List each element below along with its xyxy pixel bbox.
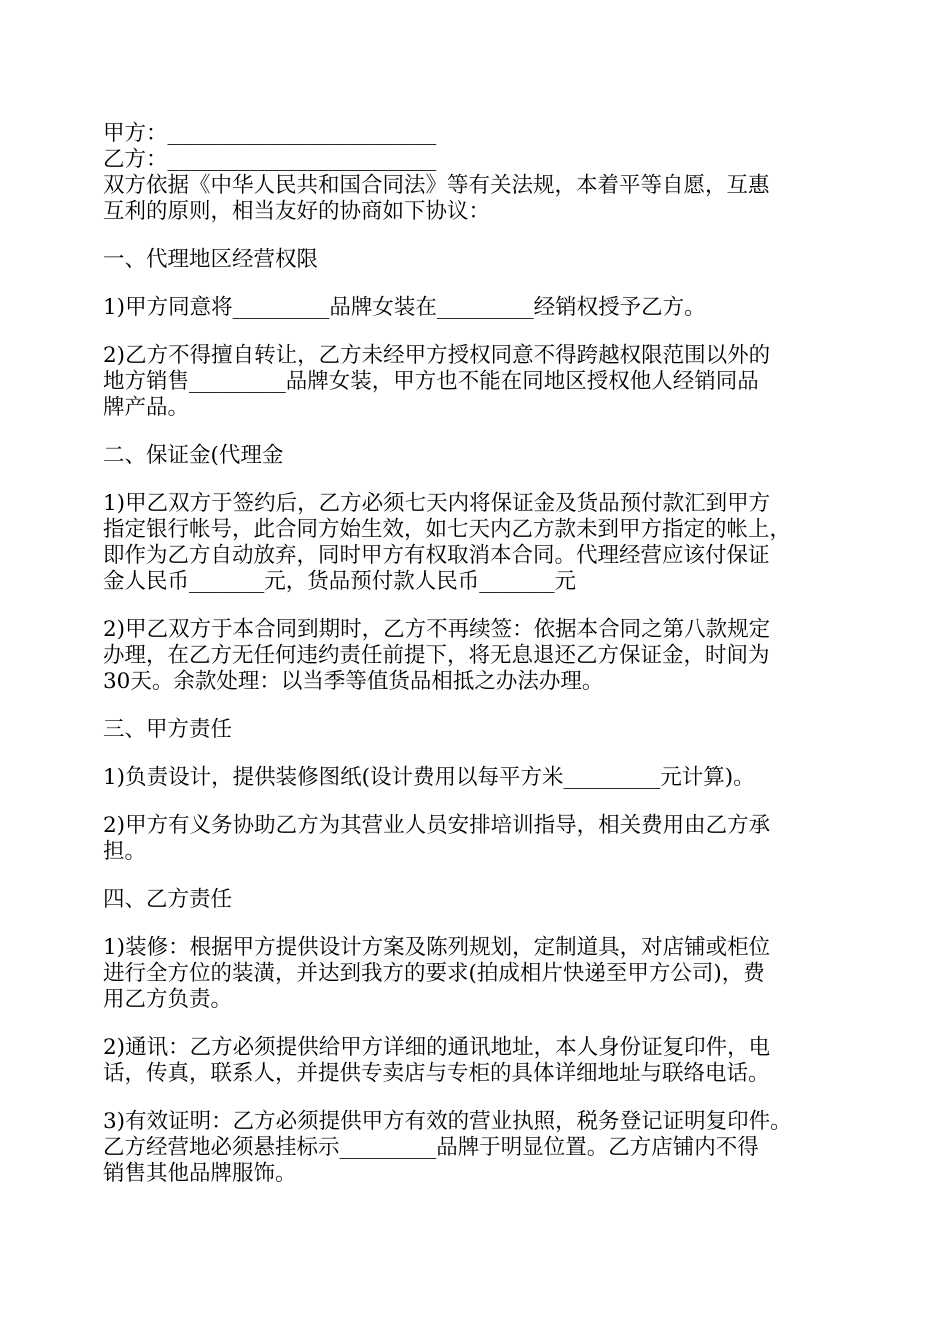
paragraph-line: 2)通讯：乙方必须提供给甲方详细的通讯地址，本人身份证复印件，电 [103,1035,771,1060]
document-page [103,121,863,1209]
paragraph-line: 销售其他品牌服饰。 [103,1161,297,1186]
section-heading [103,247,863,273]
paragraph-line: 地方销售_________品牌女装，甲方也不能在同地区授权他人经销同品 [103,369,759,394]
section-heading-text: 四、乙方责任 [103,887,233,912]
party-a-line: 甲方：_________________________ [103,121,437,146]
paragraph-line: 1)甲乙双方于签约后，乙方必须七天内将保证金及货品预付款汇到甲方 [103,491,771,516]
paragraph-line: 牌产品。 [103,395,190,420]
paragraph-line: 乙方经营地必须悬挂标示_________品牌于明显位置。乙方店铺内不得 [103,1135,759,1160]
paragraph-line: 1)负责设计，提供装修图纸(设计费用以每平方米_________元计算)。 [103,765,755,790]
section-heading-text: 三、甲方责任 [103,717,233,742]
paragraph-line: 1)装修：根据甲方提供设计方案及陈列规划，定制道具，对店铺或柜位 [103,935,771,960]
paragraph [103,935,863,1013]
intro-line: 双方依据《中华人民共和国合同法》等有关法规，本着平等自愿，互惠 [103,173,770,198]
contract-header [103,121,863,225]
section-heading [103,887,863,913]
paragraph-line: 2)乙方不得擅自转让，乙方未经甲方授权同意不得跨越权限范围以外的 [103,343,771,368]
paragraph-line: 1)甲方同意将_________品牌女装在_________经销权授予乙方。 [103,295,706,320]
paragraph [103,491,863,595]
intro-line: 互利的原则，相当友好的协商如下协议： [103,199,491,224]
paragraph-line: 话，传真，联系人，并提供专卖店与专柜的具体详细地址与联络电话。 [103,1061,770,1086]
paragraph-line: 办理，在乙方无任何违约责任前提下，将无息退还乙方保证金，时间为 [103,643,770,668]
paragraph [103,1035,863,1087]
paragraph-line: 指定银行帐号，此合同方始生效，如七天内乙方款未到甲方指定的帐上， [103,517,792,542]
paragraph [103,617,863,695]
section-heading-text: 二、保证金(代理金 [103,443,284,468]
paragraph-line: 金人民币_______元，货品预付款人民币_______元 [103,569,577,594]
paragraph-line: 担。 [103,839,147,864]
paragraph-line: 进行全方位的装潢，并达到我方的要求(拍成相片快递至甲方公司)，费 [103,961,765,986]
paragraph-line: 用乙方负责。 [103,987,233,1012]
section-heading [103,443,863,469]
paragraph-line: 30天。余款处理：以当季等值货品相抵之办法办理。 [103,669,604,694]
paragraph [103,765,863,791]
paragraph [103,813,863,865]
paragraph [103,295,863,321]
paragraph [103,343,863,421]
party-b-line: 乙方：_________________________ [103,147,437,172]
section-heading-text: 一、代理地区经营权限 [103,247,319,272]
paragraph [103,1109,863,1187]
paragraph-line: 即作为乙方自动放弃，同时甲方有权取消本合同。代理经营应该付保证 [103,543,770,568]
section-heading [103,717,863,743]
paragraph-line: 2)甲乙双方于本合同到期时，乙方不再续签：依据本合同之第八款规定 [103,617,771,642]
paragraph-line: 2)甲方有义务协助乙方为其营业人员安排培训指导，相关费用由乙方承 [103,813,771,838]
paragraph-line: 3)有效证明：乙方必须提供甲方有效的营业执照，税务登记证明复印件。 [103,1109,792,1134]
